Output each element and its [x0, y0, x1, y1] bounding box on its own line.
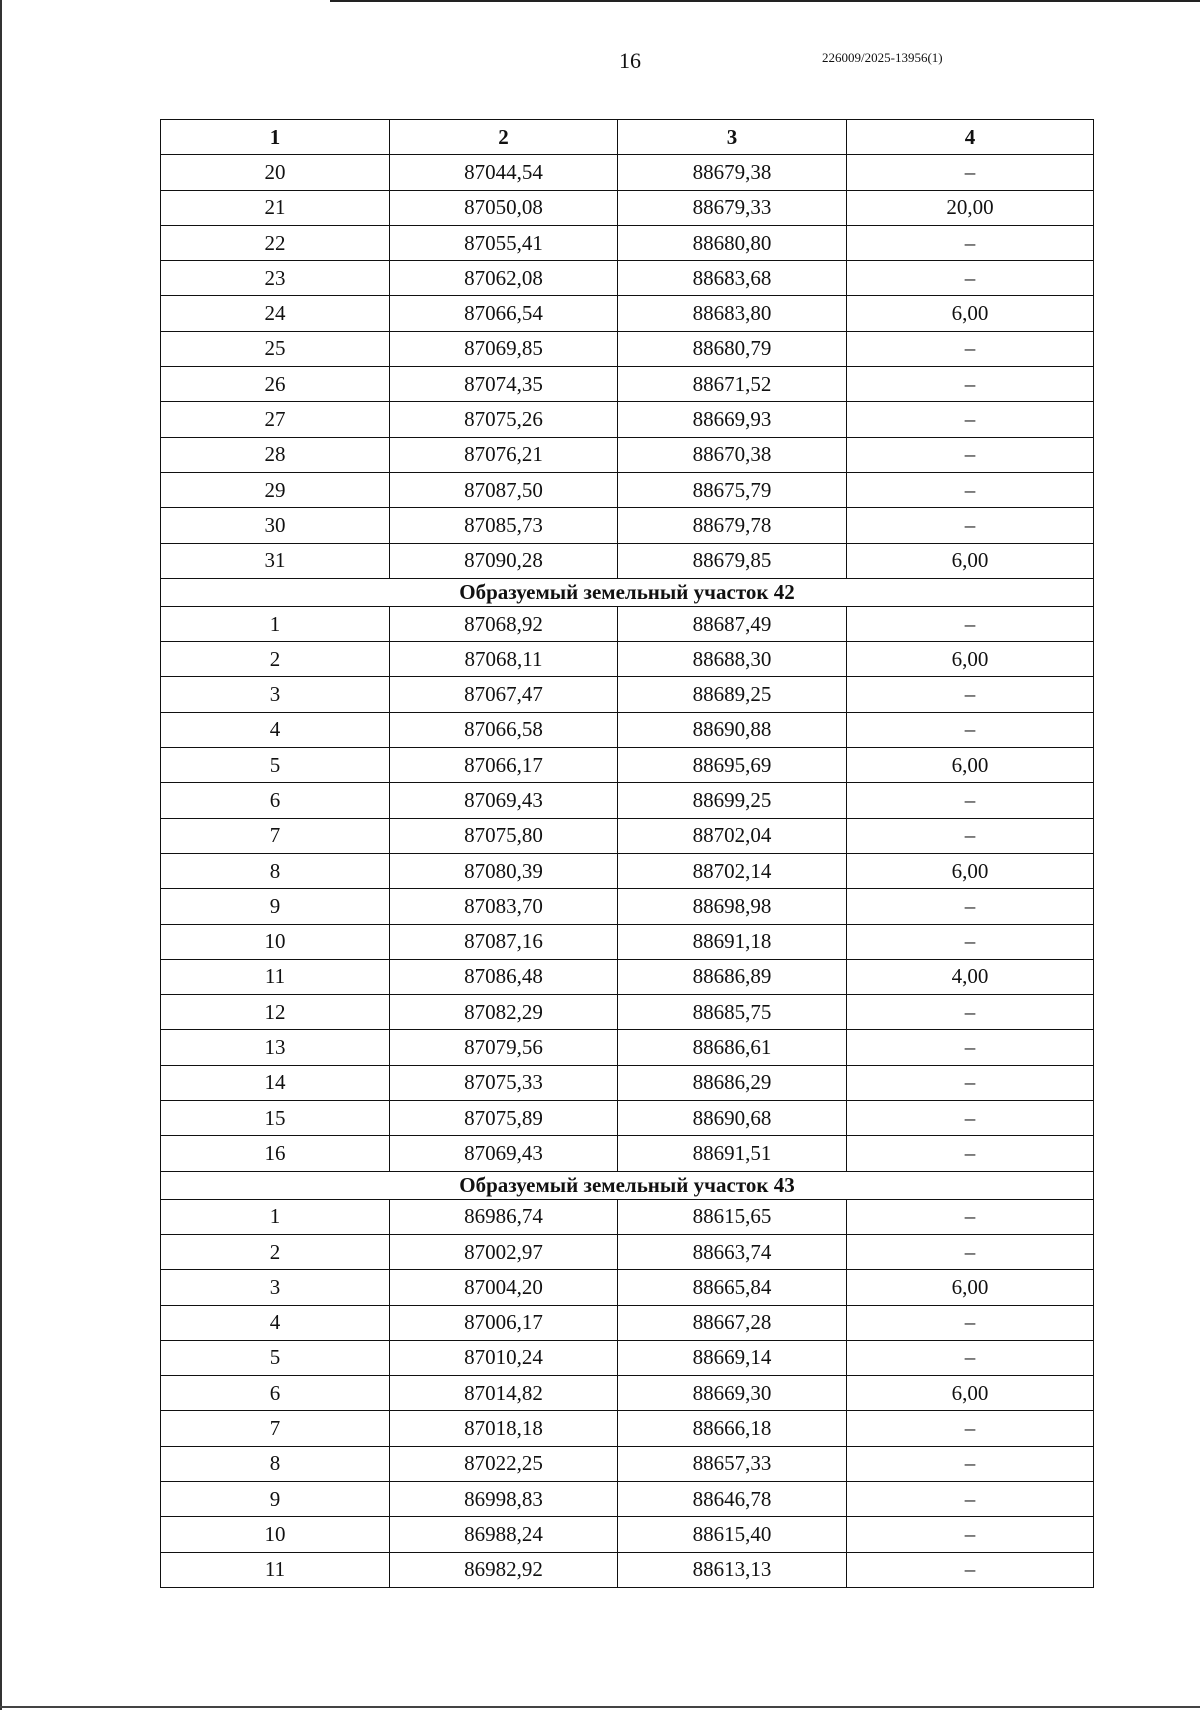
table-cell: –: [847, 783, 1094, 818]
table-row: [161, 1030, 1094, 1065]
table-cell: 16: [161, 1136, 390, 1171]
table-cell: 26: [161, 367, 390, 402]
table-cell: –: [847, 1517, 1094, 1552]
table-row: [161, 1446, 1094, 1481]
table-cell: –: [847, 1065, 1094, 1100]
table-cell: 8: [161, 1446, 390, 1481]
table-row: [161, 1305, 1094, 1340]
table-cell: 21: [161, 190, 390, 225]
table-cell: 88669,14: [618, 1340, 847, 1375]
table-cell: 88613,13: [618, 1552, 847, 1587]
section-header-row: [161, 578, 1094, 606]
table-row: [161, 1234, 1094, 1269]
coordinates-table: [160, 119, 1094, 1588]
table-cell: 11: [161, 959, 390, 994]
table-header-row: [161, 120, 1094, 155]
table-cell: –: [847, 1101, 1094, 1136]
column-header: 1: [161, 120, 390, 155]
table-cell: 87074,35: [390, 367, 618, 402]
table-cell: 87022,25: [390, 1446, 618, 1481]
table-cell: –: [847, 1136, 1094, 1171]
table-cell: 87087,50: [390, 472, 618, 507]
table-cell: 88699,25: [618, 783, 847, 818]
table-cell: 2: [161, 642, 390, 677]
table-cell: –: [847, 606, 1094, 641]
table-cell: –: [847, 437, 1094, 472]
table-cell: 4,00: [847, 959, 1094, 994]
table-cell: 87067,47: [390, 677, 618, 712]
table-cell: 5: [161, 1340, 390, 1375]
table-cell: 87010,24: [390, 1340, 618, 1375]
table-cell: 86998,83: [390, 1481, 618, 1516]
table-cell: 87075,80: [390, 818, 618, 853]
table-row: [161, 402, 1094, 437]
table-row: [161, 331, 1094, 366]
table-row: [161, 1101, 1094, 1136]
table-row: [161, 889, 1094, 924]
table-cell: 88679,33: [618, 190, 847, 225]
table-cell: 88670,38: [618, 437, 847, 472]
table-row: [161, 924, 1094, 959]
table-cell: 88667,28: [618, 1305, 847, 1340]
table-cell: 87069,43: [390, 783, 618, 818]
table-cell: 25: [161, 331, 390, 366]
table-cell: 88615,65: [618, 1199, 847, 1234]
table-row: [161, 1552, 1094, 1587]
table-cell: 6,00: [847, 853, 1094, 888]
table-cell: 88695,69: [618, 748, 847, 783]
table-cell: 88679,78: [618, 508, 847, 543]
table-row: [161, 1517, 1094, 1552]
table-cell: 13: [161, 1030, 390, 1065]
table-cell: 88663,74: [618, 1234, 847, 1269]
table-cell: 88691,51: [618, 1136, 847, 1171]
column-header: 3: [618, 120, 847, 155]
table-cell: 88690,88: [618, 712, 847, 747]
table-cell: 88680,79: [618, 331, 847, 366]
table-cell: 88686,61: [618, 1030, 847, 1065]
table-cell: 1: [161, 1199, 390, 1234]
table-row: [161, 508, 1094, 543]
table-cell: 88689,25: [618, 677, 847, 712]
table-cell: 23: [161, 261, 390, 296]
table-row: [161, 261, 1094, 296]
table-row: [161, 642, 1094, 677]
table-cell: 88666,18: [618, 1411, 847, 1446]
table-cell: 3: [161, 677, 390, 712]
table-cell: –: [847, 1552, 1094, 1587]
table-cell: –: [847, 1234, 1094, 1269]
table-cell: 88687,49: [618, 606, 847, 641]
table-cell: 88679,85: [618, 543, 847, 578]
table-cell: 87066,17: [390, 748, 618, 783]
table-cell: –: [847, 367, 1094, 402]
table-cell: 88698,98: [618, 889, 847, 924]
table-row: [161, 296, 1094, 331]
table-cell: 6: [161, 1376, 390, 1411]
table-cell: 88702,14: [618, 853, 847, 888]
table-cell: –: [847, 1411, 1094, 1446]
table-cell: –: [847, 1340, 1094, 1375]
table-cell: –: [847, 261, 1094, 296]
table-cell: 6: [161, 783, 390, 818]
table-cell: 6,00: [847, 1376, 1094, 1411]
table-row: [161, 748, 1094, 783]
table-cell: 8: [161, 853, 390, 888]
table-cell: 87087,16: [390, 924, 618, 959]
table-row: [161, 959, 1094, 994]
table-cell: 88688,30: [618, 642, 847, 677]
table-row: [161, 677, 1094, 712]
table-cell: 87050,08: [390, 190, 618, 225]
table-cell: 31: [161, 543, 390, 578]
table-cell: 5: [161, 748, 390, 783]
table-cell: 28: [161, 437, 390, 472]
table-row: [161, 472, 1094, 507]
table-cell: –: [847, 889, 1094, 924]
table-cell: 88702,04: [618, 818, 847, 853]
table-cell: 88669,93: [618, 402, 847, 437]
table-cell: –: [847, 924, 1094, 959]
table-row: [161, 995, 1094, 1030]
table-cell: 87068,11: [390, 642, 618, 677]
table-cell: 87062,08: [390, 261, 618, 296]
table-cell: 6,00: [847, 543, 1094, 578]
table-cell: 88683,68: [618, 261, 847, 296]
table-cell: 88690,68: [618, 1101, 847, 1136]
table-cell: 88691,18: [618, 924, 847, 959]
table-cell: 87082,29: [390, 995, 618, 1030]
table-row: [161, 155, 1094, 190]
table-cell: 88686,89: [618, 959, 847, 994]
table-cell: 6,00: [847, 642, 1094, 677]
scan-edge-bottom: [0, 1706, 1200, 1708]
column-header: 4: [847, 120, 1094, 155]
table-cell: –: [847, 402, 1094, 437]
page-number: 16: [619, 48, 641, 73]
table-cell: 88675,79: [618, 472, 847, 507]
section-title: Образуемый земельный участок 42: [161, 578, 1094, 606]
table-cell: 87075,26: [390, 402, 618, 437]
table-cell: –: [847, 712, 1094, 747]
table-row: [161, 712, 1094, 747]
table-cell: 4: [161, 712, 390, 747]
table-cell: 6,00: [847, 296, 1094, 331]
table-row: [161, 606, 1094, 641]
table-cell: –: [847, 472, 1094, 507]
table-cell: 87080,39: [390, 853, 618, 888]
table-body: [161, 155, 1094, 1588]
table-cell: 87085,73: [390, 508, 618, 543]
table-cell: 6,00: [847, 748, 1094, 783]
table-cell: 88685,75: [618, 995, 847, 1030]
table-cell: 7: [161, 818, 390, 853]
table-cell: 87066,54: [390, 296, 618, 331]
table-cell: 30: [161, 508, 390, 543]
table-row: [161, 783, 1094, 818]
table-cell: –: [847, 1446, 1094, 1481]
table-cell: 10: [161, 924, 390, 959]
table-row: [161, 1199, 1094, 1234]
section-title: Образуемый земельный участок 43: [161, 1171, 1094, 1199]
table-cell: 9: [161, 889, 390, 924]
table-cell: –: [847, 1481, 1094, 1516]
table-row: [161, 1340, 1094, 1375]
table-cell: 87004,20: [390, 1270, 618, 1305]
table-row: [161, 1376, 1094, 1411]
table-cell: 22: [161, 225, 390, 260]
table-row: [161, 1411, 1094, 1446]
table-cell: 4: [161, 1305, 390, 1340]
table-cell: –: [847, 225, 1094, 260]
table-cell: 87075,33: [390, 1065, 618, 1100]
table-row: [161, 190, 1094, 225]
table-cell: 88665,84: [618, 1270, 847, 1305]
table-cell: 87014,82: [390, 1376, 618, 1411]
table-cell: 29: [161, 472, 390, 507]
table-cell: 87079,56: [390, 1030, 618, 1065]
table-row: [161, 853, 1094, 888]
table-cell: 88679,38: [618, 155, 847, 190]
table-cell: 15: [161, 1101, 390, 1136]
table-cell: 87090,28: [390, 543, 618, 578]
table-cell: –: [847, 1199, 1094, 1234]
table-cell: 87069,85: [390, 331, 618, 366]
table-row: [161, 225, 1094, 260]
table-cell: –: [847, 1305, 1094, 1340]
table-cell: 87055,41: [390, 225, 618, 260]
table-cell: 2: [161, 1234, 390, 1269]
table-cell: 10: [161, 1517, 390, 1552]
table-cell: –: [847, 677, 1094, 712]
table-cell: 88646,78: [618, 1481, 847, 1516]
table-cell: 87002,97: [390, 1234, 618, 1269]
table-cell: 87086,48: [390, 959, 618, 994]
table-cell: –: [847, 331, 1094, 366]
table-cell: 87044,54: [390, 155, 618, 190]
table-row: [161, 1136, 1094, 1171]
section-header-row: [161, 1171, 1094, 1199]
table-row: [161, 1065, 1094, 1100]
table-cell: 14: [161, 1065, 390, 1100]
table-cell: 88615,40: [618, 1517, 847, 1552]
table-cell: 88680,80: [618, 225, 847, 260]
table-cell: 3: [161, 1270, 390, 1305]
table-cell: –: [847, 155, 1094, 190]
table-cell: –: [847, 508, 1094, 543]
table-cell: –: [847, 1030, 1094, 1065]
table-cell: 88657,33: [618, 1446, 847, 1481]
table-cell: 87069,43: [390, 1136, 618, 1171]
scan-edge-top: [330, 0, 1200, 2]
table-cell: 87076,21: [390, 437, 618, 472]
table-cell: 88669,30: [618, 1376, 847, 1411]
table-cell: 11: [161, 1552, 390, 1587]
table-cell: 86986,74: [390, 1199, 618, 1234]
table-cell: 88683,80: [618, 296, 847, 331]
table-cell: 88686,29: [618, 1065, 847, 1100]
table-cell: 87066,58: [390, 712, 618, 747]
table-cell: 1: [161, 606, 390, 641]
table-cell: 87006,17: [390, 1305, 618, 1340]
table-cell: 87018,18: [390, 1411, 618, 1446]
table-cell: 87075,89: [390, 1101, 618, 1136]
table-row: [161, 543, 1094, 578]
table-cell: 87068,92: [390, 606, 618, 641]
table-cell: 7: [161, 1411, 390, 1446]
table-cell: 20,00: [847, 190, 1094, 225]
table-cell: 20: [161, 155, 390, 190]
table-row: [161, 1481, 1094, 1516]
table-cell: 24: [161, 296, 390, 331]
table-cell: 88671,52: [618, 367, 847, 402]
scan-edge-left: [0, 0, 2, 1710]
table-cell: 9: [161, 1481, 390, 1516]
table-cell: 86988,24: [390, 1517, 618, 1552]
table-cell: 87083,70: [390, 889, 618, 924]
table-cell: –: [847, 995, 1094, 1030]
table-row: [161, 818, 1094, 853]
table-cell: –: [847, 818, 1094, 853]
document-reference: 226009/2025-13956(1): [822, 50, 943, 65]
column-header: 2: [390, 120, 618, 155]
table-cell: 12: [161, 995, 390, 1030]
table-row: [161, 437, 1094, 472]
table-row: [161, 367, 1094, 402]
table-row: [161, 1270, 1094, 1305]
table-cell: 27: [161, 402, 390, 437]
table-cell: 86982,92: [390, 1552, 618, 1587]
table-cell: 6,00: [847, 1270, 1094, 1305]
